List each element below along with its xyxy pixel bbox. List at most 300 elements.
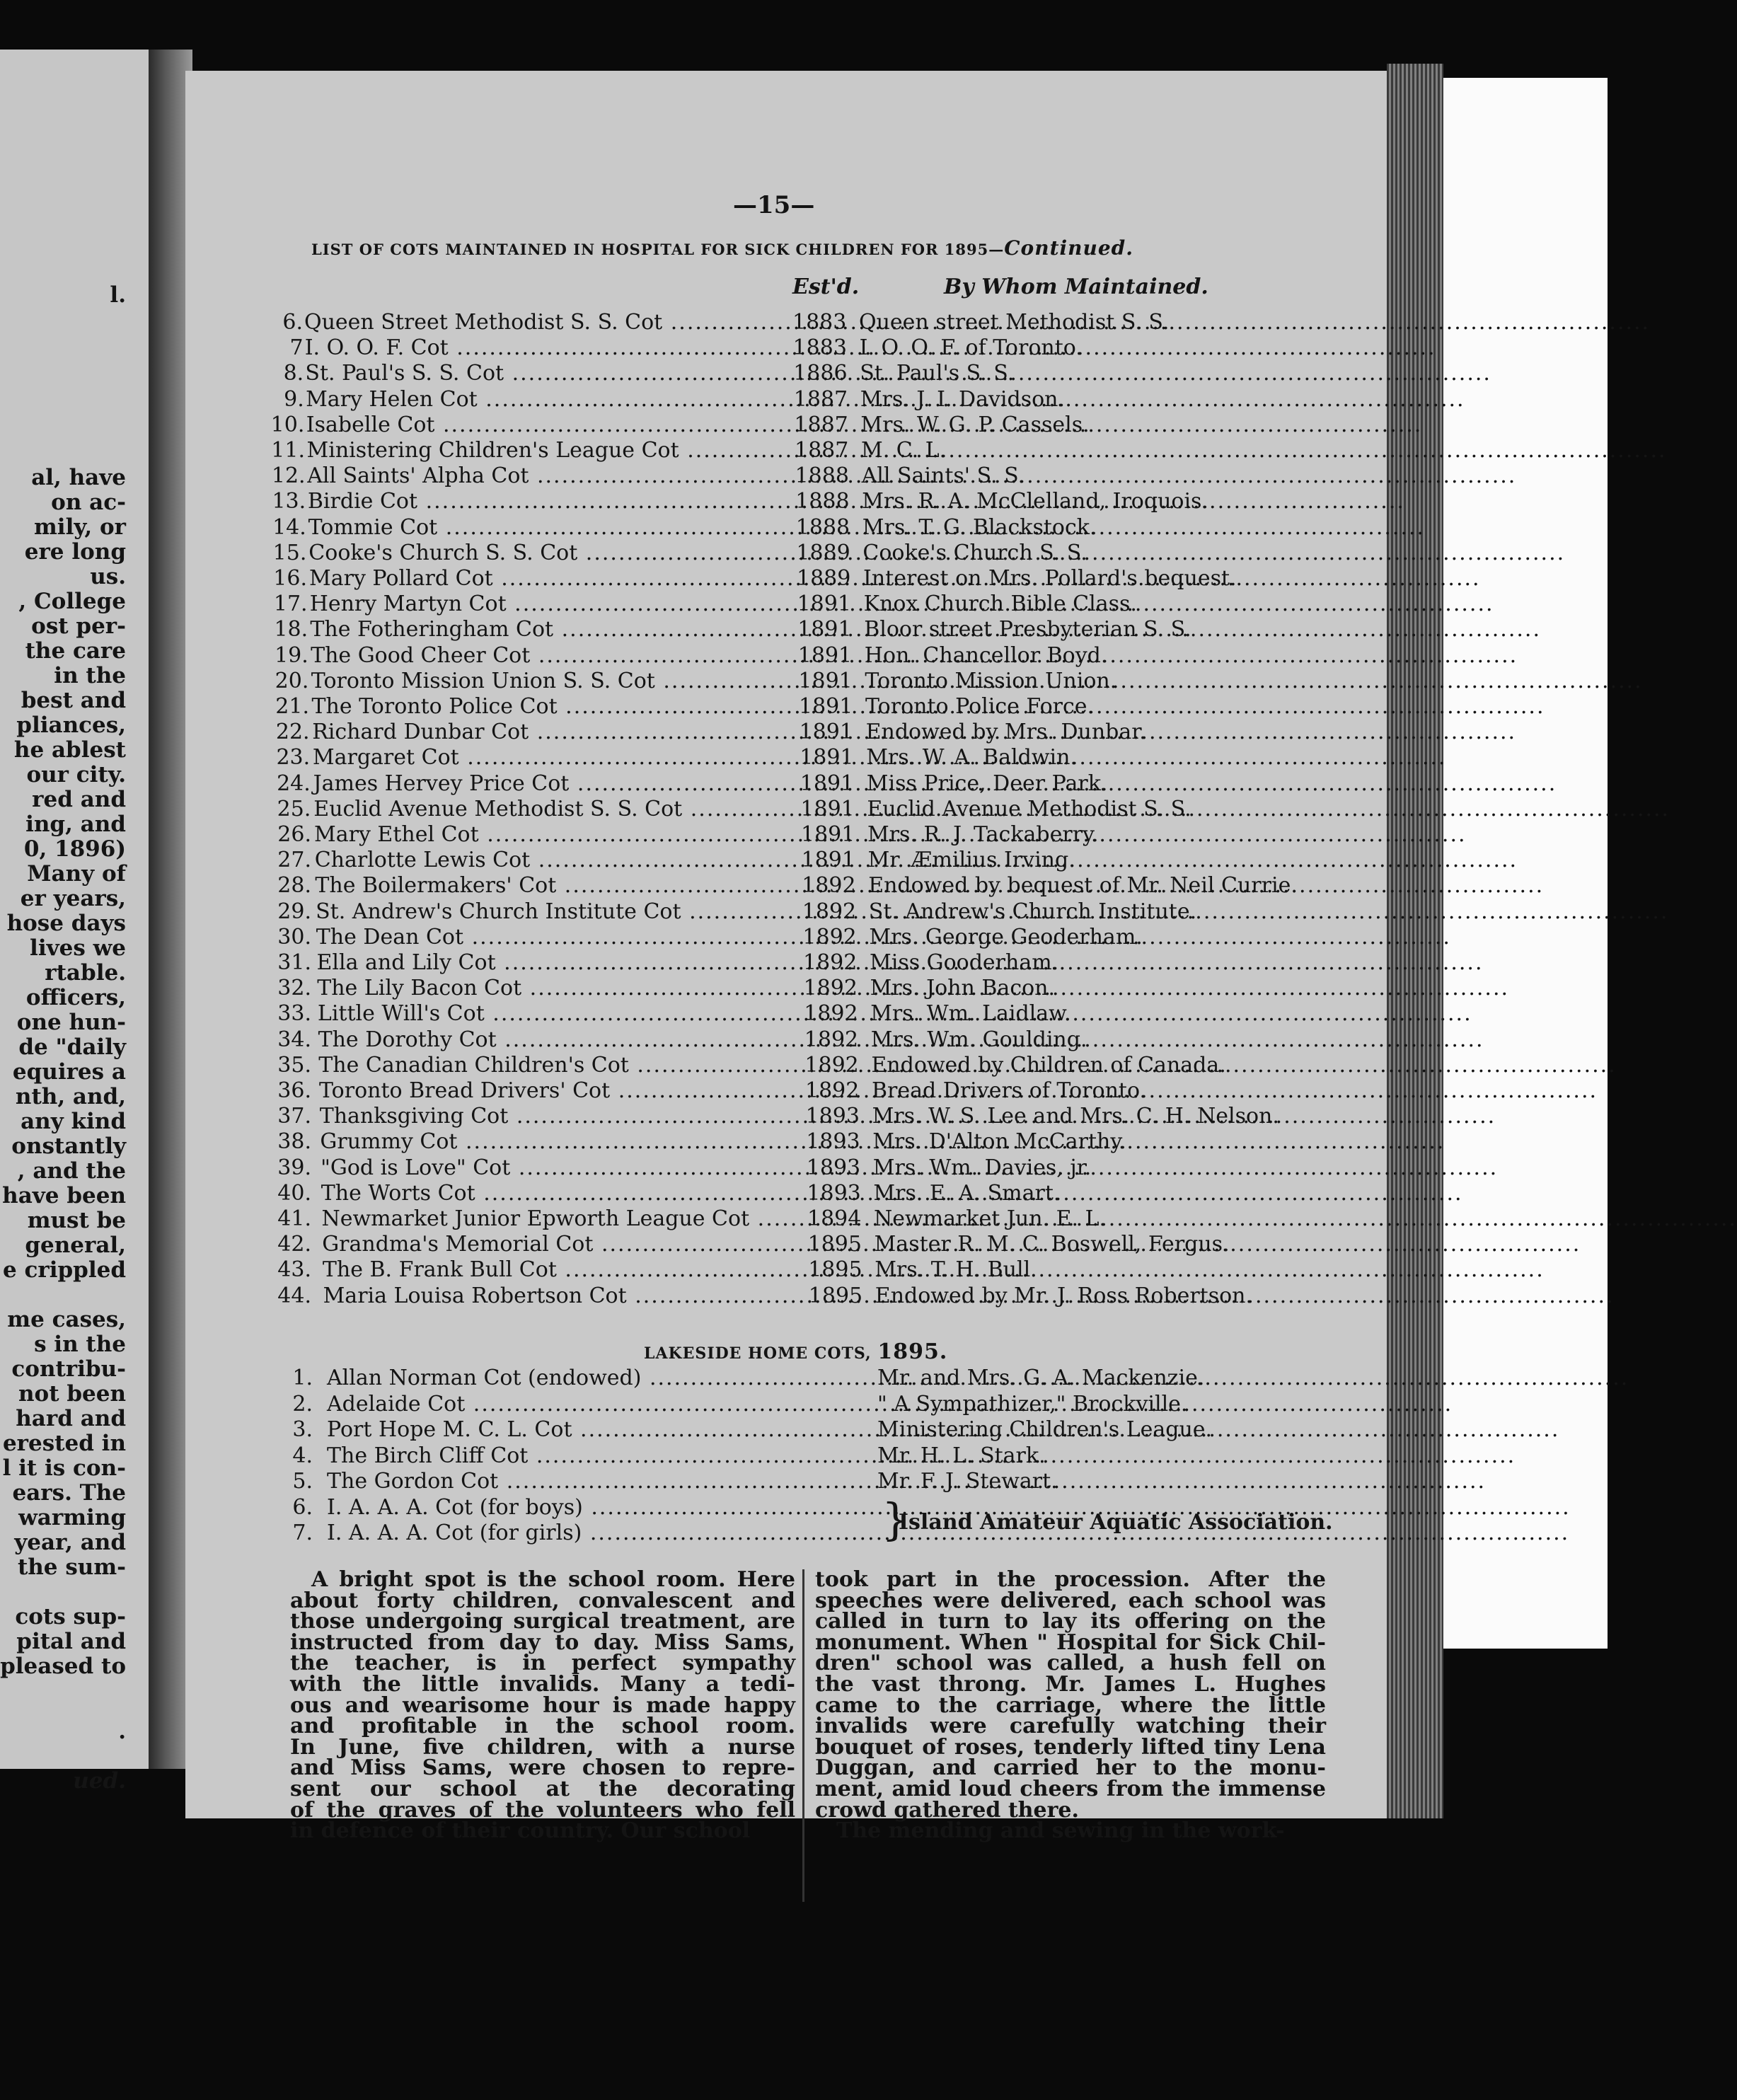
left-page-line: nth, and, (15, 1084, 126, 1109)
cot-established-year: 1887 (794, 412, 848, 437)
left-page-line: any kind (21, 1109, 126, 1134)
cot-established-year: 1887 (793, 386, 848, 412)
left-page-line: best and (21, 688, 126, 713)
column-divider (802, 1569, 804, 1902)
cot-maintained-by: Mrs. W. A. Baldwin. (866, 745, 1077, 771)
paragraph-line: with the little invalids. Many a tedi- (290, 1672, 795, 1697)
cot-row (0, 771, 1608, 797)
cot-name: Mary Ethel Cot ..... (314, 822, 791, 848)
lakeside-cot-name: The Birch Cliff Cot ..... (327, 1443, 877, 1469)
paragraph-line: dren" school was called, a hush fell on (815, 1651, 1326, 1676)
cot-row (0, 848, 1608, 873)
cot-row (0, 873, 1608, 899)
paragraph-line: about forty children, convalescent and (290, 1588, 795, 1613)
cot-number: 32. (277, 976, 311, 1001)
cot-name: Ella and Lily Cot ..... (317, 950, 792, 976)
cot-maintained-by: Mrs. R. A. McClelland, Iroquois. (862, 489, 1208, 514)
cot-maintained-by: Mrs. T. G. Blackstock. (862, 514, 1097, 540)
cot-row (0, 310, 1608, 335)
left-page-line: , and the (17, 1158, 126, 1184)
cot-name: Euclid Avenue Methodist S. S. Cot ..... (313, 797, 791, 822)
cot-row (0, 361, 1608, 386)
cot-row (0, 1257, 1608, 1283)
cot-row (0, 438, 1608, 463)
left-page-line: general, (25, 1233, 126, 1258)
cot-row (0, 1078, 1608, 1104)
cot-maintained-by: Miss Price, Deer Park. (866, 771, 1108, 796)
paragraph-line: called in turn to lay its offering on the (815, 1609, 1326, 1634)
cot-row (0, 1104, 1608, 1129)
cot-name: Mary Helen Cot ..... (306, 387, 791, 412)
list-title-continued: Continued. (1004, 236, 1133, 260)
cot-row (0, 745, 1608, 771)
paragraph-line: in defence of their country. Our school (290, 1818, 751, 1844)
cot-established-year: 1883 (792, 335, 847, 361)
cot-name: Margaret Cot ..... (313, 745, 791, 771)
cot-name: Newmarket Junior Epworth League Cot ..... (322, 1206, 792, 1232)
cot-row (0, 592, 1608, 617)
cot-established-year: 1888 (795, 489, 850, 514)
left-page-line: ing, and (25, 812, 126, 837)
list-title (311, 236, 1133, 260)
cot-name: The Toronto Police Cot ..... (312, 694, 792, 720)
cot-number: 33. (277, 1001, 311, 1027)
cot-maintained-by: St. Andrew's Church Institute. (868, 899, 1197, 924)
cot-established-year: 1891 (799, 720, 853, 745)
cot-number: 20. (275, 668, 309, 693)
cot-number: 12. (271, 463, 306, 489)
paragraph-line: Duggan, and carried her to the monu- (815, 1755, 1326, 1781)
left-page-line: e crippled (2, 1257, 126, 1283)
cot-established-year: 1892 (802, 924, 857, 950)
cot-maintained-by: Mrs. W. S. Lee and Mrs. C. H. Nelson. (872, 1104, 1279, 1129)
cot-established-year: 1891 (797, 617, 852, 642)
lakeside-number: 6. (292, 1494, 313, 1520)
cot-row (0, 335, 1608, 361)
cot-maintained-by: Toronto Mission Union. (865, 668, 1117, 693)
lakeside-number: 5. (292, 1469, 313, 1494)
cot-established-year: 1895 (808, 1283, 863, 1308)
cot-name: The Dorothy Cot ..... (318, 1027, 791, 1053)
lakeside-maintained-by: Ministering Children's League. (877, 1417, 1213, 1442)
cot-established-year: 1892 (804, 1001, 858, 1027)
paragraph-line: bouquet of roses, tenderly lifted tiny Lena (815, 1734, 1326, 1760)
cot-number: 27. (277, 848, 311, 873)
lakeside-row (0, 1521, 1608, 1546)
cot-number: 17. (273, 592, 308, 617)
cot-row (0, 797, 1608, 822)
lakeside-row (0, 1366, 1608, 1391)
cot-maintained-by: M. C. L. (861, 438, 947, 463)
cot-maintained-by: Endowed by Mr. J. Ross Robertson. (875, 1283, 1253, 1308)
brace: } (882, 1494, 910, 1545)
cot-number: 44. (277, 1283, 311, 1308)
cot-row (0, 1206, 1608, 1232)
cot-name: Mary Pollard Cot ..... (309, 566, 791, 592)
cot-maintained-by: Mrs. Wm. Goulding. (870, 1027, 1087, 1052)
lakeside-row (0, 1443, 1608, 1469)
left-page-line: me cases, (7, 1307, 126, 1332)
cot-number: 28. (277, 873, 311, 899)
cot-row (0, 489, 1608, 514)
left-page-line: ears. The (12, 1480, 126, 1506)
cot-name: The Boilermakers' Cot ..... (315, 873, 791, 899)
left-page-line: our city. (26, 762, 126, 788)
cot-row (0, 1027, 1608, 1053)
cot-row (0, 899, 1608, 925)
cot-maintained-by: Mrs. E. A. Smart. (873, 1180, 1061, 1206)
cot-maintained-by: Bloor street Presbyterian S. S. (864, 617, 1191, 642)
left-page-line: pital and (16, 1629, 126, 1654)
cot-number: 36. (277, 1078, 311, 1103)
left-page-line: year, and (14, 1530, 126, 1555)
cot-row (0, 412, 1608, 438)
cot-name: I. O. O. F. Cot ..... (305, 335, 791, 361)
left-page-line: equires a (12, 1059, 126, 1085)
cot-number: 7 (289, 335, 304, 361)
cot-established-year: 1893 (805, 1104, 860, 1129)
left-page-line: the care (25, 638, 126, 664)
cot-established-year: 1888 (795, 463, 849, 489)
cot-number: 25. (277, 796, 311, 821)
left-page-line: warming (18, 1505, 126, 1530)
cot-number: 22. (275, 720, 310, 745)
cot-name: The B. Frank Bull Cot ..... (323, 1257, 791, 1283)
cot-maintained-by: Mrs. D'Alton McCarthy. (872, 1129, 1126, 1155)
cot-name: Ministering Children's League Cot ..... (307, 438, 792, 463)
paragraph-line: those undergoing surgical treatment, are (290, 1609, 795, 1634)
cot-row (0, 643, 1608, 669)
cot-maintained-by: Endowed by Children of Canada. (871, 1052, 1226, 1078)
cot-established-year: 1893 (806, 1129, 860, 1155)
left-page-line: onstantly (11, 1133, 126, 1159)
left-page-line: . (118, 1719, 126, 1744)
cot-row (0, 1155, 1608, 1184)
cot-name: Henry Martyn Cot ..... (310, 592, 791, 617)
lakeside-cot-name: The Gordon Cot ..... (327, 1469, 877, 1494)
left-page-line: us. (90, 564, 126, 589)
cot-number: 15. (272, 540, 307, 565)
left-page-line: on ac- (51, 490, 126, 515)
paragraph-line: the teacher, is in perfect sympathy (290, 1651, 795, 1676)
cot-row (0, 950, 1608, 976)
left-page-line: s in the (34, 1332, 126, 1357)
paragraph-line: instructed from day to day. Miss Sams, (290, 1629, 795, 1655)
lakeside-row (0, 1469, 1608, 1494)
cot-name: Birdie Cot ..... (308, 489, 791, 514)
left-page-line: cots sup- (15, 1604, 126, 1629)
left-page-line: rtable. (45, 960, 126, 986)
paragraph-line: invalids were carefully watching their (815, 1714, 1326, 1739)
cot-established-year: 1892 (803, 976, 858, 1001)
cot-row (0, 617, 1608, 642)
paragraph-line: In June, five children, with a nurse (290, 1734, 795, 1760)
paragraph-line: sent our school at the decorating (290, 1777, 795, 1801)
cot-number: 39. (277, 1155, 311, 1180)
lakeside-maintained-by: Mr. H. L. Stark. (877, 1443, 1046, 1468)
lakeside-number: 4. (292, 1443, 313, 1468)
cot-number: 43. (277, 1257, 311, 1283)
left-page-line: Many of (27, 861, 126, 887)
lakeside-cot-name: I. A. A. A. Cot (for boys) ..... (327, 1495, 867, 1521)
left-page-line: ere long (24, 539, 126, 565)
cot-number: 35. (277, 1052, 311, 1078)
cot-row (0, 1283, 1608, 1309)
cot-name: Isabelle Cot ..... (306, 412, 791, 438)
cot-row (0, 1129, 1608, 1155)
cot-maintained-by: Mrs. Wm. Davies, jr. (872, 1155, 1092, 1180)
lakeside-brace-label: Island Amateur Aquatic Association. (899, 1510, 1333, 1535)
paragraph-line: of the graves of the volunteers who fell (290, 1797, 795, 1823)
cot-name: Grandma's Memorial Cot ..... (322, 1232, 791, 1257)
cot-number: 14. (272, 514, 306, 540)
left-page-line: the sum- (17, 1554, 126, 1580)
cot-name: Grummy Cot ..... (320, 1129, 791, 1155)
left-page-line: pliances, (16, 712, 126, 738)
lakeside-number: 7. (292, 1521, 313, 1545)
cot-maintained-by: Cooke's Church S. S. (862, 540, 1087, 565)
cot-established-year: 1891 (801, 822, 855, 847)
cot-maintained-by: Newmarket Jun. E. L. (874, 1206, 1107, 1231)
left-page-line: pleased to (0, 1654, 126, 1679)
cot-maintained-by: Mrs. W. G. P. Cassels. (860, 412, 1090, 437)
left-page-line: in the (54, 663, 126, 688)
paragraph-line: monument. When " Hospital for Sick Chil- (815, 1629, 1326, 1655)
left-page-line: ost per- (31, 613, 126, 639)
cot-row (0, 566, 1608, 592)
cot-row (0, 541, 1608, 566)
paragraph-line: crowd gathered there. (815, 1797, 1079, 1823)
cot-maintained-by: Bread Drivers of Toronto. (872, 1078, 1147, 1103)
cot-number: 16. (273, 566, 307, 591)
cot-row (0, 669, 1608, 694)
left-page-line: must be (27, 1208, 126, 1233)
lakeside-maintained-by: " A Sympathizer," Brockville. (877, 1391, 1188, 1417)
cot-row (0, 822, 1608, 848)
left-page-line: officers, (25, 985, 126, 1010)
cot-number: 37. (277, 1104, 311, 1129)
cot-row (0, 387, 1608, 412)
lakeside-row (0, 1392, 1608, 1417)
cot-name: The Dean Cot ..... (316, 925, 791, 950)
left-page-line: er years, (20, 886, 126, 911)
cot-number: 42. (277, 1232, 311, 1257)
left-page-line: hose days (6, 911, 126, 936)
cot-name: Little Will's Cot ..... (318, 1001, 791, 1027)
cot-established-year: 1886 (793, 361, 848, 386)
cot-name: Toronto Mission Union S. S. Cot ..... (311, 669, 791, 694)
cot-number: 6. (282, 310, 303, 335)
cot-maintained-by: Mrs. T. H. Bull. (875, 1257, 1037, 1283)
cot-established-year: 1891 (801, 848, 855, 873)
paragraph-line: ment, amid loud cheers from the immense (815, 1777, 1326, 1801)
cot-established-year: 1895 (808, 1257, 862, 1283)
cot-maintained-by: Interest on Mrs. Pollard's bequest. (863, 566, 1237, 591)
left-page-line: de "daily (18, 1034, 126, 1060)
cot-name: Thanksgiving Cot ..... (320, 1104, 791, 1129)
lakeside-row (0, 1495, 1608, 1521)
cot-row (0, 1181, 1608, 1206)
cot-name: "God is Love" Cot ..... (321, 1155, 791, 1181)
cot-established-year: 1891 (800, 771, 855, 796)
cot-row (0, 1053, 1608, 1078)
cot-maintained-by: Miss Gooderham. (870, 950, 1059, 975)
cot-row (0, 1232, 1608, 1257)
cot-number: 23. (276, 745, 311, 771)
paragraph-line: speeches were delivered, each school was (815, 1588, 1326, 1613)
cot-row (0, 976, 1608, 1001)
left-page-line: l. (110, 282, 126, 308)
column-header-maintained-by: By Whom Maintained. (944, 275, 1208, 299)
lakeside-title-year: 1895. (877, 1339, 948, 1364)
cot-number: 40. (277, 1180, 311, 1206)
cot-number: 11. (271, 438, 305, 463)
cot-name: James Hervey Price Cot ..... (313, 771, 791, 797)
lakeside-cot-name: Port Hope M. C. L. Cot ..... (327, 1417, 877, 1443)
cot-number: 30. (277, 924, 311, 950)
cot-name: Charlotte Lewis Cot ..... (315, 848, 791, 873)
cot-name: Queen Street Methodist S. S. Cot ..... (304, 310, 791, 335)
paragraph-line: and Miss Sams, were chosen to repre- (290, 1755, 795, 1781)
column-header-established: Est'd. (792, 275, 860, 299)
cot-maintained-by: Mrs. George Geoderham. (869, 924, 1143, 950)
cot-name: The Fotheringham Cot ..... (310, 617, 791, 642)
cot-maintained-by: I. O. O. F. of Toronto. (859, 335, 1083, 361)
cot-established-year: 1891 (797, 592, 851, 617)
cot-name: St. Andrew's Church Institute Cot ..... (316, 899, 791, 925)
lakeside-number: 1. (292, 1366, 313, 1390)
cot-maintained-by: Mrs. R. J. Tackaberry. (867, 822, 1099, 847)
cot-established-year: 1892 (802, 873, 856, 899)
cot-established-year: 1891 (800, 745, 854, 771)
left-page-line: mily, or (34, 514, 126, 540)
paragraph-line: ous and wearisome hour is made happy (290, 1692, 795, 1718)
cot-number: 31. (277, 950, 311, 975)
lakeside-row (0, 1417, 1608, 1443)
cot-established-year: 1892 (802, 899, 857, 924)
lakeside-number: 3. (292, 1417, 313, 1442)
lakeside-cot-name: Adelaide Cot ..... (327, 1392, 877, 1417)
left-page-line: red and (32, 787, 126, 812)
cot-established-year: 1892 (804, 1052, 859, 1078)
paragraph-line: took part in the procession. After the (815, 1567, 1326, 1592)
paragraph-line: A bright spot is the school room. Here (311, 1567, 795, 1592)
left-page-line: al, have (31, 465, 126, 490)
left-page-line: 0, 1896) (23, 836, 126, 862)
cot-maintained-by: Mrs. J. I. Davidson. (860, 386, 1066, 412)
cot-maintained-by: Mr. Æmilius Irving. (867, 848, 1075, 873)
left-page-line: , College (18, 589, 126, 614)
cot-established-year: 1888 (795, 514, 850, 540)
cot-name: All Saints' Alpha Cot ..... (307, 463, 791, 489)
left-page-line: he ablest (13, 737, 126, 763)
lakeside-number: 2. (292, 1391, 313, 1417)
cot-number: 34. (277, 1027, 311, 1052)
cot-number: 21. (275, 694, 309, 719)
cot-maintained-by: Master R. M. C. Boswell, Fergus. (874, 1232, 1230, 1257)
cot-number: 9. (284, 386, 304, 412)
cot-established-year: 1892 (804, 1027, 859, 1052)
lakeside-maintained-by: Mr. F. J. Stewart. (877, 1469, 1058, 1494)
cot-established-year: 1893 (806, 1155, 861, 1180)
left-page-line: hard and (16, 1406, 126, 1431)
cot-maintained-by: Mrs. Wm. Laidlaw. (870, 1001, 1071, 1027)
cot-row (0, 720, 1608, 745)
cot-row (0, 515, 1608, 541)
cot-number: 26. (277, 822, 311, 847)
cot-maintained-by: Hon. Chancellor Boyd. (864, 642, 1108, 668)
left-page-line: l it is con- (2, 1455, 126, 1481)
cot-established-year: 1892 (805, 1078, 860, 1103)
cot-maintained-by: Knox Church Bible Class. (863, 592, 1137, 617)
cot-name: Maria Louisa Robertson Cot ..... (323, 1283, 791, 1309)
cot-number: 29. (277, 899, 311, 924)
cot-number: 8. (283, 361, 304, 386)
cot-maintained-by: St. Paul's S. S. (860, 361, 1015, 386)
cot-established-year: 1894 (807, 1206, 862, 1231)
paragraph-line: came to the carriage, where the little (815, 1692, 1326, 1718)
cot-name: Tommie Cot ..... (308, 515, 791, 541)
cot-established-year: 1895 (807, 1232, 862, 1257)
cot-number: 18. (274, 617, 308, 642)
cot-name: The Canadian Children's Cot ..... (318, 1053, 791, 1078)
cot-established-year: 1883 (792, 310, 847, 335)
lakeside-cot-name: Allan Norman Cot (endowed) ..... (327, 1366, 877, 1391)
cot-maintained-by: Mrs. John Bacon. (870, 976, 1056, 1001)
list-title-text: LIST OF COTS MAINTAINED IN HOSPITAL FOR SICK CHILDREN FOR 1895— (311, 241, 1005, 258)
cot-name: The Worts Cot ..... (321, 1181, 791, 1206)
paragraph-line: and profitable in the school room. (290, 1714, 795, 1739)
left-page-line: contribu- (11, 1356, 126, 1382)
lakeside-maintained-by: Mr. and Mrs. G. A. Mackenzie. (877, 1366, 1205, 1390)
cot-name: The Good Cheer Cot ..... (311, 643, 791, 669)
lakeside-title (644, 1339, 947, 1364)
cot-number: 10. (270, 412, 305, 437)
cot-maintained-by: Toronto Police Force. (865, 694, 1095, 719)
cot-maintained-by: All Saints' S. S. (861, 463, 1025, 489)
cot-maintained-by: Endowed by bequest of Mr. Neil Currie. (868, 873, 1298, 899)
left-page-line: one hun- (16, 1010, 126, 1035)
cot-name: Toronto Bread Drivers' Cot ..... (319, 1078, 791, 1104)
cot-number: 24. (277, 771, 311, 796)
cot-row (0, 925, 1608, 950)
paragraph-line: the vast throng. Mr. James L. Hughes (815, 1672, 1326, 1697)
cot-name: St. Paul's S. S. Cot ..... (305, 361, 791, 386)
page-number: —15— (733, 191, 815, 219)
cot-number: 13. (272, 489, 306, 514)
cot-name: The Lily Bacon Cot ..... (317, 976, 791, 1001)
cot-row (0, 463, 1608, 489)
cot-number: 38. (277, 1129, 311, 1155)
cot-established-year: 1892 (803, 950, 858, 975)
cot-established-year: 1887 (795, 438, 849, 463)
cot-maintained-by: Queen street Methodist S. S. (859, 310, 1170, 335)
cot-name: Richard Dunbar Cot ..... (312, 720, 791, 745)
cot-established-year: 1889 (796, 540, 850, 565)
cot-established-year: 1889 (797, 566, 851, 591)
cot-row (0, 1001, 1608, 1027)
left-page-line: have been (2, 1183, 126, 1208)
cot-maintained-by: Endowed by Mrs. Dunbar. (865, 720, 1146, 745)
cot-maintained-by: Euclid Avenue Methodist S. S. (867, 796, 1191, 821)
cot-established-year: 1891 (799, 694, 853, 719)
cot-established-year: 1893 (807, 1180, 861, 1206)
left-page-line: lives we (30, 935, 126, 961)
cot-number: 19. (275, 642, 308, 668)
left-page-line: not been (18, 1381, 126, 1407)
lakeside-cot-name: I. A. A. A. Cot (for girls) ..... (327, 1521, 867, 1546)
lakeside-title-text: LAKESIDE HOME COTS, (644, 1344, 872, 1363)
